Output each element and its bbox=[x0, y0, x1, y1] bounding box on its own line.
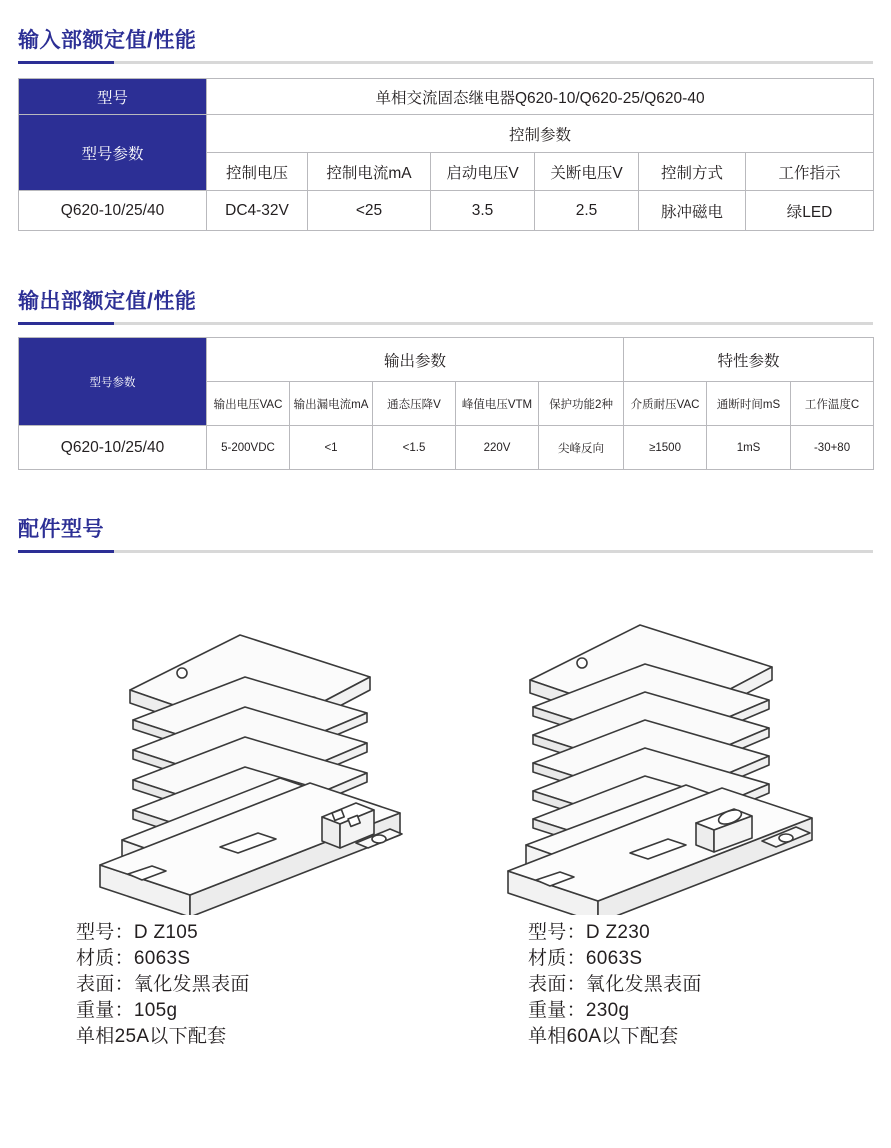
row-value-cell: <1.5 bbox=[373, 426, 456, 470]
accessory-line: 材质：6063S bbox=[528, 948, 643, 969]
row-value-cell: ≥1500 bbox=[624, 426, 707, 470]
section-divider-accent bbox=[18, 322, 114, 325]
param-header-cell: 型号参数 bbox=[19, 338, 207, 426]
input-spec-table bbox=[18, 78, 874, 231]
row-value-cell: 1mS bbox=[707, 426, 791, 470]
section-header-output bbox=[18, 285, 873, 325]
column-header: 介质耐压VAC bbox=[624, 382, 707, 426]
output-spec-table bbox=[18, 337, 874, 470]
control-group-header: 控制参数 bbox=[207, 115, 874, 153]
output-group-header: 输出参数 bbox=[207, 338, 624, 382]
accessory-line: 单相60A以下配套 bbox=[528, 1026, 679, 1047]
characteristic-group-header: 特性参数 bbox=[624, 338, 874, 382]
row-value-cell: 220V bbox=[456, 426, 539, 470]
row-value-cell: <25 bbox=[308, 191, 431, 231]
section-header-input bbox=[18, 24, 873, 64]
section-divider bbox=[18, 550, 873, 553]
section-divider-accent bbox=[18, 550, 114, 553]
row-value-cell: DC4-32V bbox=[207, 191, 308, 231]
column-header: 通态压降V bbox=[373, 382, 456, 426]
table-row bbox=[19, 338, 874, 382]
column-header: 通断时间mS bbox=[707, 382, 791, 426]
section-divider bbox=[18, 322, 873, 325]
row-value-cell: <1 bbox=[290, 426, 373, 470]
row-value-cell: 绿LED bbox=[746, 191, 874, 231]
column-header: 工作指示 bbox=[746, 153, 874, 191]
accessory-line: 型号：D Z230 bbox=[528, 922, 651, 943]
section-title-output: 输出部额定值/性能 bbox=[18, 290, 197, 313]
row-value-cell: 2.5 bbox=[535, 191, 639, 231]
accessory-caption-dz230 bbox=[528, 920, 702, 1050]
column-header: 控制电压 bbox=[207, 153, 308, 191]
row-value-cell: 尖峰反向 bbox=[539, 426, 624, 470]
accessory-caption-dz105 bbox=[76, 920, 250, 1050]
row-value-cell: 3.5 bbox=[431, 191, 535, 231]
accessory-line: 重量：230g bbox=[528, 1000, 630, 1021]
column-header: 启动电压V bbox=[431, 153, 535, 191]
table-row bbox=[19, 191, 874, 231]
column-header: 峰值电压VTM bbox=[456, 382, 539, 426]
row-value-cell: 脉冲磁电 bbox=[639, 191, 746, 231]
column-header: 控制电流mA bbox=[308, 153, 431, 191]
section-header-accessory bbox=[18, 513, 873, 553]
accessory-line: 材质：6063S bbox=[76, 948, 191, 969]
table-row bbox=[19, 79, 874, 115]
accessory-line: 型号：D Z105 bbox=[76, 922, 199, 943]
section-title-accessory: 配件型号 bbox=[18, 518, 104, 541]
accessory-line: 表面：氧化发黑表面 bbox=[528, 974, 702, 995]
column-header: 控制方式 bbox=[639, 153, 746, 191]
column-header: 输出电压VAC bbox=[207, 382, 290, 426]
row-value-cell: 5-200VDC bbox=[207, 426, 290, 470]
table-row bbox=[19, 426, 874, 470]
column-header: 工作温度C bbox=[791, 382, 874, 426]
model-value-cell: 单相交流固态继电器Q620-10/Q620-25/Q620-40 bbox=[207, 79, 874, 115]
model-header-cell: 型号 bbox=[19, 79, 207, 115]
row-value-cell: -30+80 bbox=[791, 426, 874, 470]
section-divider-accent bbox=[18, 61, 114, 64]
param-header-cell: 型号参数 bbox=[19, 115, 207, 191]
accessory-line: 单相25A以下配套 bbox=[76, 1026, 227, 1047]
accessory-line: 表面：氧化发黑表面 bbox=[76, 974, 250, 995]
row-model-cell: Q620-10/25/40 bbox=[19, 426, 207, 470]
column-header: 输出漏电流mA bbox=[290, 382, 373, 426]
column-header: 保护功能2种 bbox=[539, 382, 624, 426]
section-divider bbox=[18, 61, 873, 64]
heatsink-dz230-image bbox=[490, 595, 850, 915]
row-model-cell: Q620-10/25/40 bbox=[19, 191, 207, 231]
table-row bbox=[19, 115, 874, 153]
accessory-line: 重量：105g bbox=[76, 1000, 178, 1021]
heatsink-dz105-image bbox=[70, 595, 430, 915]
column-header: 关断电压V bbox=[535, 153, 639, 191]
section-title-input: 输入部额定值/性能 bbox=[18, 29, 197, 52]
